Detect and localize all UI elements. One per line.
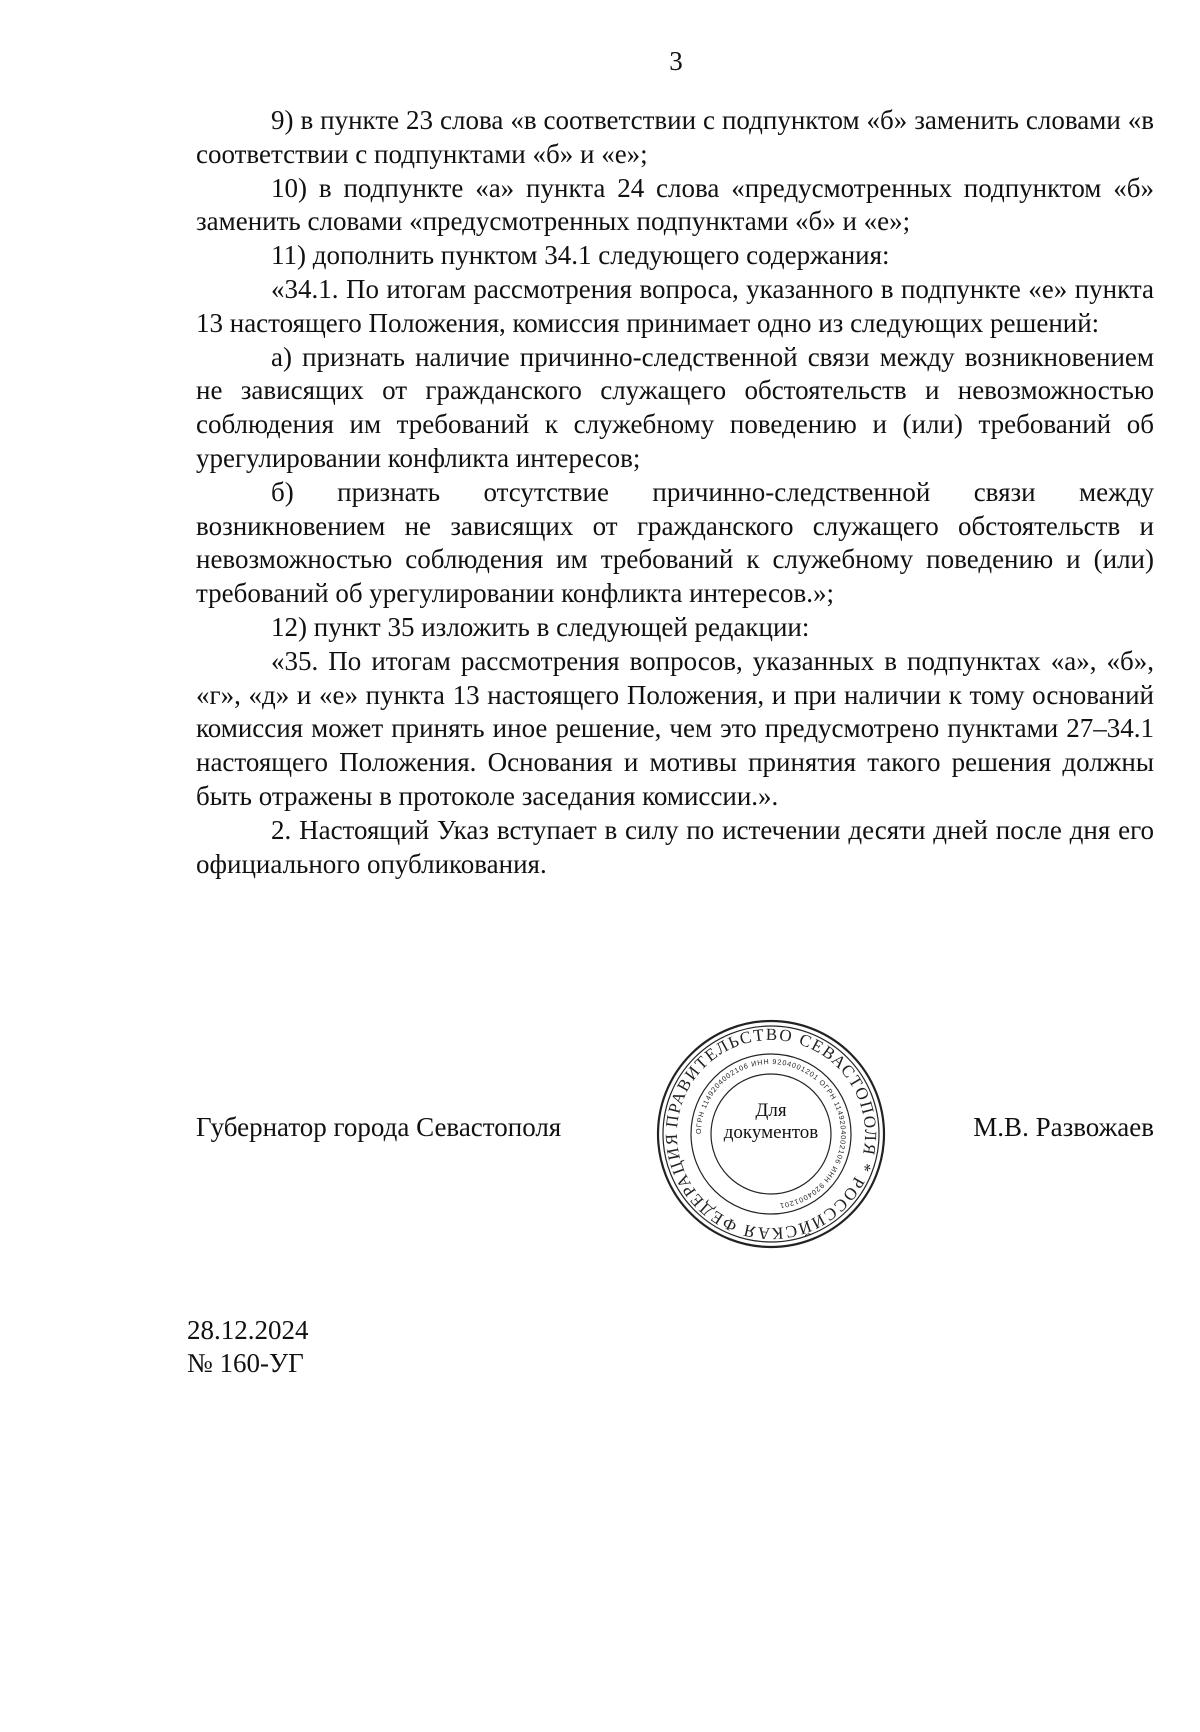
signer-name: М.В. Развожаев [973,1112,1154,1142]
paragraph-effective-date: 2. Настоящий Указ вступает в силу по истечении десяти дней после дня его официального опубликования. [196,814,1154,879]
paragraph-item-10: 10) в подпункте «а» пункта 24 слова «предусмотренных подпунктом «б» заменить словами «предусмотренных подпунктами «б» и «е»; [196,172,1154,237]
paragraph-clause-34-1: «34.1. По итогам рассмотрения вопроса, указанного в подпункте «е» пункта 13 настоящего Положения, комиссия принимает одно из следующих решений: [196,273,1154,338]
document-body [196,104,1154,881]
paragraph-option-a: а) признать наличие причинно-следственной связи между возникновением не зависящих от гражданского служащего обстоятельств и невозможностью соблюдения им требований к служебному поведению и (или) требований об урегулировании конфликта интересов; [196,341,1154,473]
paragraph-item-12: 12) пункт 35 изложить в следующей редакции: [271,611,810,642]
document-date: 28.12.2024 [187,1315,309,1345]
seal-center-line-2: документов [723,1122,819,1143]
seal-inner-text: ОГРН 1149204002106 ИНН 9204001201 ОГРН 1149204002106 ИНН 9204001201 [693,1056,849,1211]
paragraph-item-9: 9) в пункте 23 слова «в соответствии с подпунктом «б» заменить словами «в соответствии с подпунктами «б» и «е»; [196,105,1154,169]
document-footer [187,1314,309,1380]
seal-center-text [655,1100,887,1144]
seal-center-line-1: Для [755,1100,787,1121]
signer-title: Губернатор города Севастополя [196,1112,562,1142]
seal-outer-text: ПРАВИТЕЛЬСТВО СЕВАСТОПОЛЯ * РОССИЙСКАЯ ФЕДЕРАЦИЯ [661,1024,881,1244]
page-number: 3 [669,46,683,76]
document-number: № 160-УГ [187,1348,304,1378]
paragraph-clause-35: «35. По итогам рассмотрения вопросов, указанных в подпунктах «а», «б», «г», «д» и «е» пункта 13 настоящего Положения, и при наличии к тому оснований комиссия может принять иное решение, чем это предусмотрено пунктами 27–34.1 настоящего Положения. Основания и мотивы принятия такого решения должны быть отражены в протоколе заседания комиссии.». [196,645,1154,811]
official-seal [655,1018,887,1250]
paragraph-item-11: 11) дополнить пунктом 34.1 следующего содержания: [271,240,890,271]
paragraph-option-b: б) признать отсутствие причинно-следственной связи между возникновением не зависящих от гражданского служащего обстоятельств и невозможностью соблюдения им требований к служебному поведению и (или) требований об урегулировании конфликта интересов.»; [196,476,1154,609]
